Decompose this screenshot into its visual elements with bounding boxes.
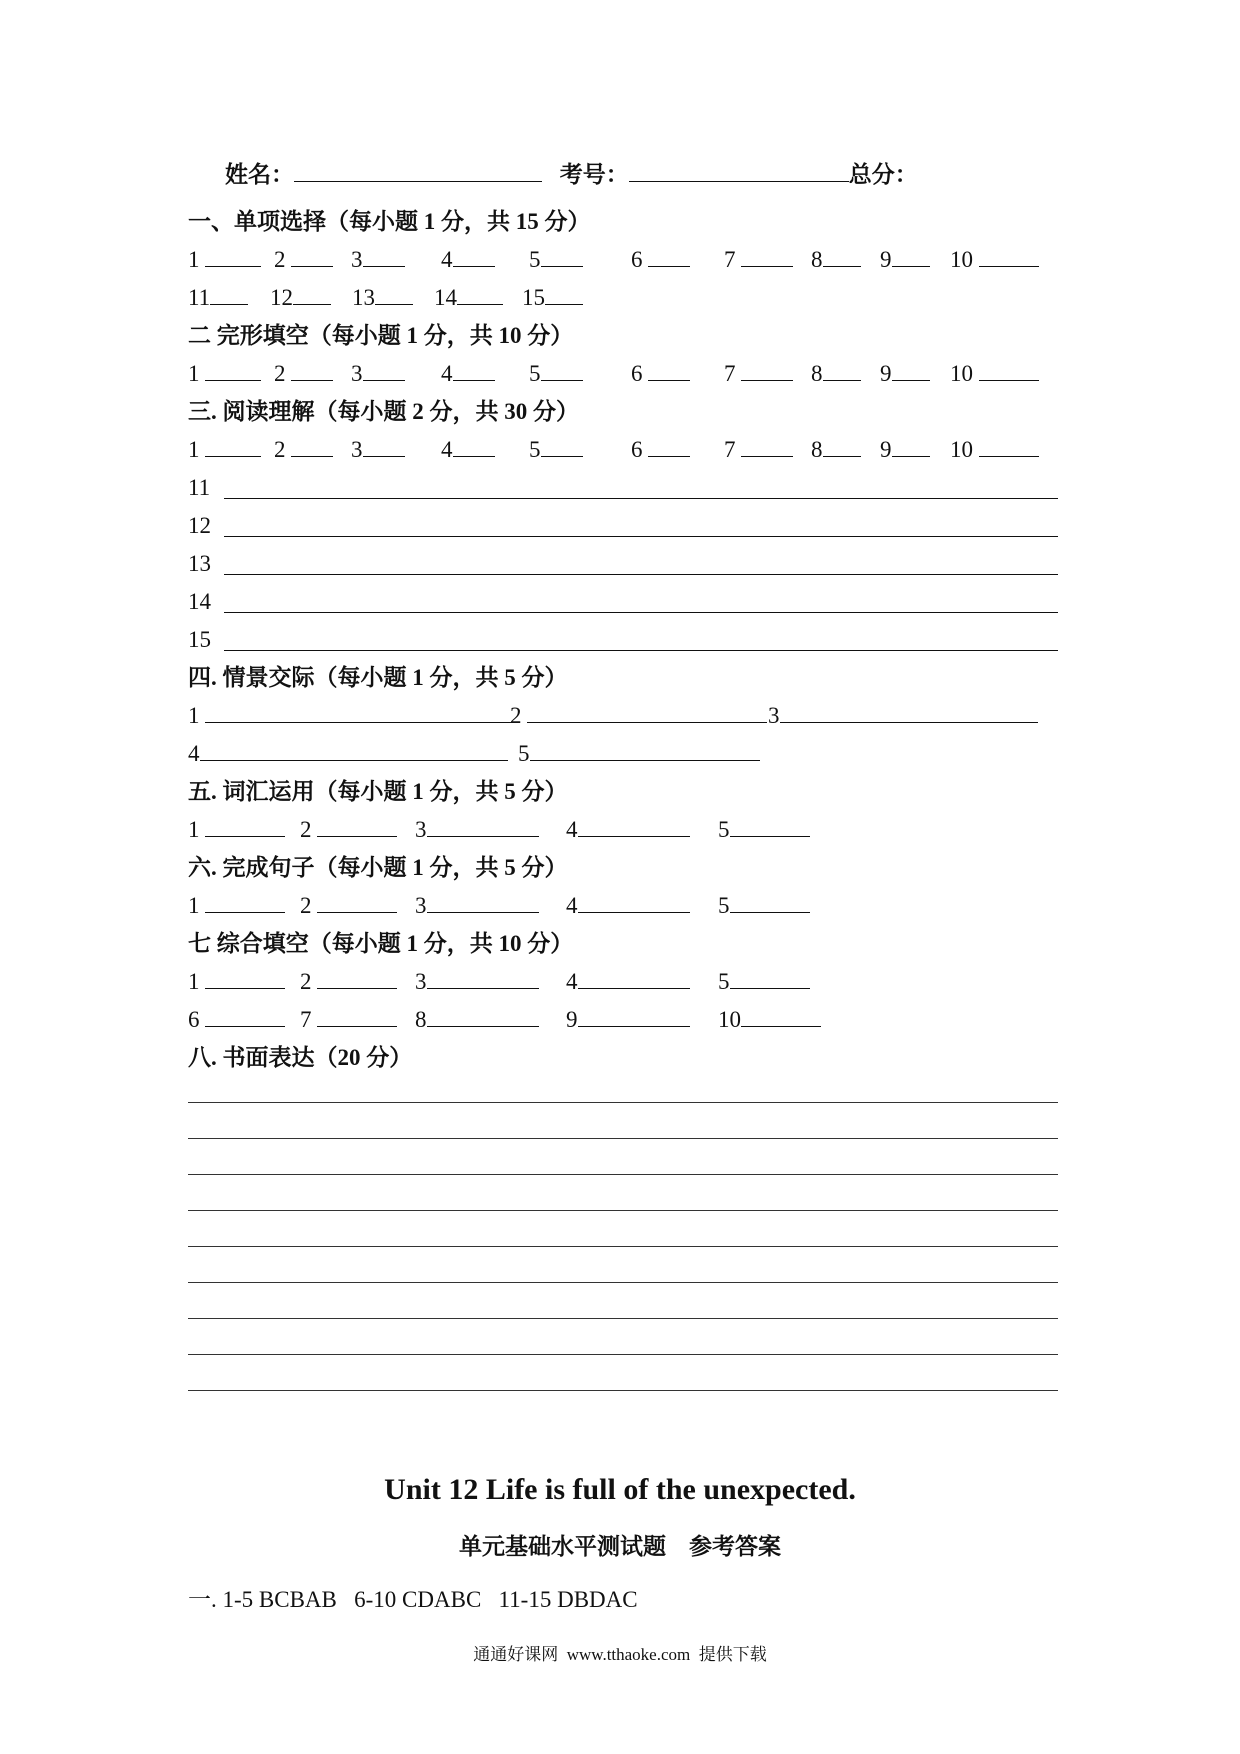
answer-blank[interactable] [205, 246, 261, 267]
answer-line[interactable] [224, 536, 1058, 537]
answer-blank[interactable] [291, 360, 333, 381]
item-num: 4 [441, 247, 453, 272]
answer-blank[interactable] [427, 892, 539, 913]
answer-blank[interactable] [205, 816, 285, 837]
answer-blank[interactable] [541, 436, 583, 457]
answer-blank[interactable] [741, 1006, 821, 1027]
writing-line[interactable] [188, 1318, 1058, 1319]
item-num: 3 [415, 893, 427, 918]
writing-line[interactable] [188, 1354, 1058, 1355]
answer-blank[interactable] [453, 360, 495, 381]
item-num: 4 [441, 437, 453, 462]
item-num: 5 [529, 437, 541, 462]
item-num: 4 [566, 969, 578, 994]
id-blank[interactable] [629, 161, 849, 182]
footer-source: 通通好课网 www.tthaoke.com 提供下载 [473, 1645, 767, 1664]
section-8-title: 八. 书面表达（20 分） [188, 1045, 413, 1070]
answer-blank[interactable] [730, 892, 810, 913]
item-num: 6 [188, 1007, 200, 1032]
answer-blank[interactable] [823, 246, 861, 267]
answer-line[interactable] [224, 574, 1058, 575]
item-num: 3 [415, 969, 427, 994]
item-num: 2 [300, 817, 312, 842]
answer-line-row[interactable] [188, 584, 1058, 620]
item-num: 3 [351, 437, 363, 462]
answer-line-row[interactable] [188, 622, 1058, 658]
item-num: 5 [518, 741, 530, 766]
section-7-row-1 [188, 964, 1058, 1000]
item-num: 8 [811, 247, 823, 272]
item-num: 1 [188, 817, 200, 842]
header-row [225, 157, 1045, 193]
item-num: 10 [718, 1007, 741, 1032]
answer-blank[interactable] [780, 702, 1038, 723]
answer-blank[interactable] [317, 816, 397, 837]
section-7-title: 七 综合填空（每小题 1 分，共 10 分） [188, 931, 574, 956]
section-4-title: 四. 情景交际（每小题 1 分，共 5 分） [188, 665, 568, 690]
item-num: 3 [351, 361, 363, 386]
answer-line-row[interactable] [188, 508, 1058, 544]
answer-heading: 单元基础水平测试题 参考答案 [459, 1534, 781, 1559]
answer-blank[interactable] [317, 968, 397, 989]
item-num: 3 [768, 703, 780, 728]
section-7-row-2 [188, 1002, 1058, 1038]
unit-title: Unit 12 Life is full of the unexpected. [384, 1473, 856, 1506]
section-2-row-1 [188, 356, 1058, 392]
answer-blank[interactable] [578, 816, 690, 837]
item-num: 9 [880, 361, 892, 386]
item-num: 9 [880, 247, 892, 272]
id-label: 考号： [559, 162, 629, 187]
item-num: 2 [274, 437, 286, 462]
answer-blank[interactable] [527, 702, 767, 723]
answer-blank[interactable] [200, 740, 508, 761]
answer-blank[interactable] [741, 436, 793, 457]
answer-blank[interactable] [205, 436, 261, 457]
item-num: 1 [188, 969, 200, 994]
item-num: 2 [510, 703, 522, 728]
answer-blank[interactable] [648, 246, 690, 267]
answer-blank[interactable] [317, 892, 397, 913]
name-blank[interactable] [294, 161, 542, 182]
answer-line[interactable] [224, 650, 1058, 651]
item-num: 5 [529, 361, 541, 386]
item-num: 5 [529, 247, 541, 272]
item-num: 3 [351, 247, 363, 272]
item-num: 13 [188, 551, 211, 576]
answer-blank[interactable] [741, 246, 793, 267]
section-2-title: 二 完形填空（每小题 1 分，共 10 分） [188, 323, 574, 348]
answer-blank[interactable] [578, 968, 690, 989]
answer-blank[interactable] [363, 246, 405, 267]
answer-blank[interactable] [892, 436, 930, 457]
answer-blank[interactable] [375, 284, 413, 305]
answer-blank[interactable] [541, 360, 583, 381]
answer-blank[interactable] [363, 360, 405, 381]
answer-line-row[interactable] [188, 470, 1058, 506]
name-label: 姓名： [225, 162, 294, 187]
item-num: 2 [300, 969, 312, 994]
answer-blank[interactable] [541, 246, 583, 267]
writing-line[interactable] [188, 1210, 1058, 1211]
answer-blank[interactable] [453, 246, 495, 267]
item-num: 11 [188, 475, 211, 500]
section-1-row-1 [188, 242, 1058, 278]
answer-key-line: 一. 1-5 BCBAB 6-10 CDABC 11-15 DBDAC [188, 1587, 638, 1612]
item-num: 10 [950, 247, 973, 272]
item-num: 9 [566, 1007, 578, 1032]
item-num: 8 [811, 437, 823, 462]
item-num: 1 [188, 247, 200, 272]
answer-blank[interactable] [291, 436, 333, 457]
item-num: 1 [188, 437, 200, 462]
answer-blank[interactable] [741, 360, 793, 381]
writing-line[interactable] [188, 1102, 1058, 1103]
item-num: 7 [724, 437, 736, 462]
item-num: 2 [274, 361, 286, 386]
answer-blank[interactable] [979, 360, 1039, 381]
item-num: 8 [811, 361, 823, 386]
item-num: 6 [631, 437, 643, 462]
answer-blank[interactable] [530, 740, 760, 761]
item-num: 4 [566, 817, 578, 842]
answer-blank[interactable] [823, 436, 861, 457]
section-1-title: 一、单项选择（每小题 1 分，共 15 分） [188, 209, 591, 234]
item-num: 6 [631, 361, 643, 386]
answer-blank[interactable] [205, 892, 285, 913]
item-num: 7 [724, 247, 736, 272]
item-num: 15 [522, 285, 545, 310]
answer-blank[interactable] [578, 892, 690, 913]
answer-blank[interactable] [210, 284, 248, 305]
answer-blank[interactable] [823, 360, 861, 381]
item-num: 14 [188, 589, 211, 614]
writing-line[interactable] [188, 1282, 1058, 1283]
item-num: 2 [300, 893, 312, 918]
section-5-title: 五. 词汇运用（每小题 1 分，共 5 分） [188, 779, 568, 804]
item-num: 4 [188, 741, 200, 766]
item-num: 13 [352, 285, 375, 310]
item-num: 7 [724, 361, 736, 386]
writing-line[interactable] [188, 1390, 1058, 1391]
item-num: 2 [274, 247, 286, 272]
item-num: 6 [631, 247, 643, 272]
total-label: 总分： [848, 162, 918, 187]
section-5-row-1 [188, 812, 1058, 848]
answer-blank[interactable] [205, 702, 515, 723]
item-num: 3 [415, 817, 427, 842]
item-num: 12 [270, 285, 293, 310]
item-num: 7 [300, 1007, 312, 1032]
answer-blank[interactable] [648, 360, 690, 381]
answer-blank[interactable] [205, 968, 285, 989]
section-3-title: 三. 阅读理解（每小题 2 分，共 30 分） [188, 399, 579, 424]
item-num: 1 [188, 361, 200, 386]
answer-blank[interactable] [979, 246, 1039, 267]
item-num: 12 [188, 513, 211, 538]
answer-blank[interactable] [457, 284, 503, 305]
section-4-row-1 [188, 698, 1058, 734]
answer-blank[interactable] [427, 968, 539, 989]
answer-blank[interactable] [979, 436, 1039, 457]
answer-blank[interactable] [730, 816, 810, 837]
answer-blank[interactable] [453, 436, 495, 457]
item-num: 11 [188, 285, 211, 310]
writing-line[interactable] [188, 1246, 1058, 1247]
answer-blank[interactable] [291, 246, 333, 267]
answer-blank[interactable] [205, 360, 261, 381]
item-num: 10 [950, 361, 973, 386]
answer-line-row[interactable] [188, 546, 1058, 582]
item-num: 9 [880, 437, 892, 462]
answer-blank[interactable] [892, 246, 930, 267]
section-4-row-2 [188, 736, 1058, 772]
writing-line[interactable] [188, 1138, 1058, 1139]
answer-line[interactable] [224, 612, 1058, 613]
answer-blank[interactable] [363, 436, 405, 457]
item-num: 5 [718, 893, 730, 918]
answer-blank[interactable] [545, 284, 583, 305]
answer-blank[interactable] [892, 360, 930, 381]
answer-blank[interactable] [293, 284, 331, 305]
answer-blank[interactable] [730, 968, 810, 989]
section-3-row-1 [188, 432, 1058, 468]
answer-blank[interactable] [427, 1006, 539, 1027]
answer-blank[interactable] [578, 1006, 690, 1027]
item-num: 8 [415, 1007, 427, 1032]
answer-blank[interactable] [205, 1006, 285, 1027]
answer-blank[interactable] [648, 436, 690, 457]
item-num: 10 [950, 437, 973, 462]
answer-blank[interactable] [427, 816, 539, 837]
item-num: 5 [718, 817, 730, 842]
answer-blank[interactable] [317, 1006, 397, 1027]
item-num: 1 [188, 893, 200, 918]
item-num: 4 [441, 361, 453, 386]
answer-line[interactable] [224, 498, 1058, 499]
item-num: 1 [188, 703, 200, 728]
section-6-row-1 [188, 888, 1058, 924]
item-num: 4 [566, 893, 578, 918]
section-6-title: 六. 完成句子（每小题 1 分，共 5 分） [188, 855, 568, 880]
item-num: 15 [188, 627, 211, 652]
section-1-row-2 [188, 280, 1058, 316]
item-num: 5 [718, 969, 730, 994]
item-num: 14 [434, 285, 457, 310]
writing-line[interactable] [188, 1174, 1058, 1175]
